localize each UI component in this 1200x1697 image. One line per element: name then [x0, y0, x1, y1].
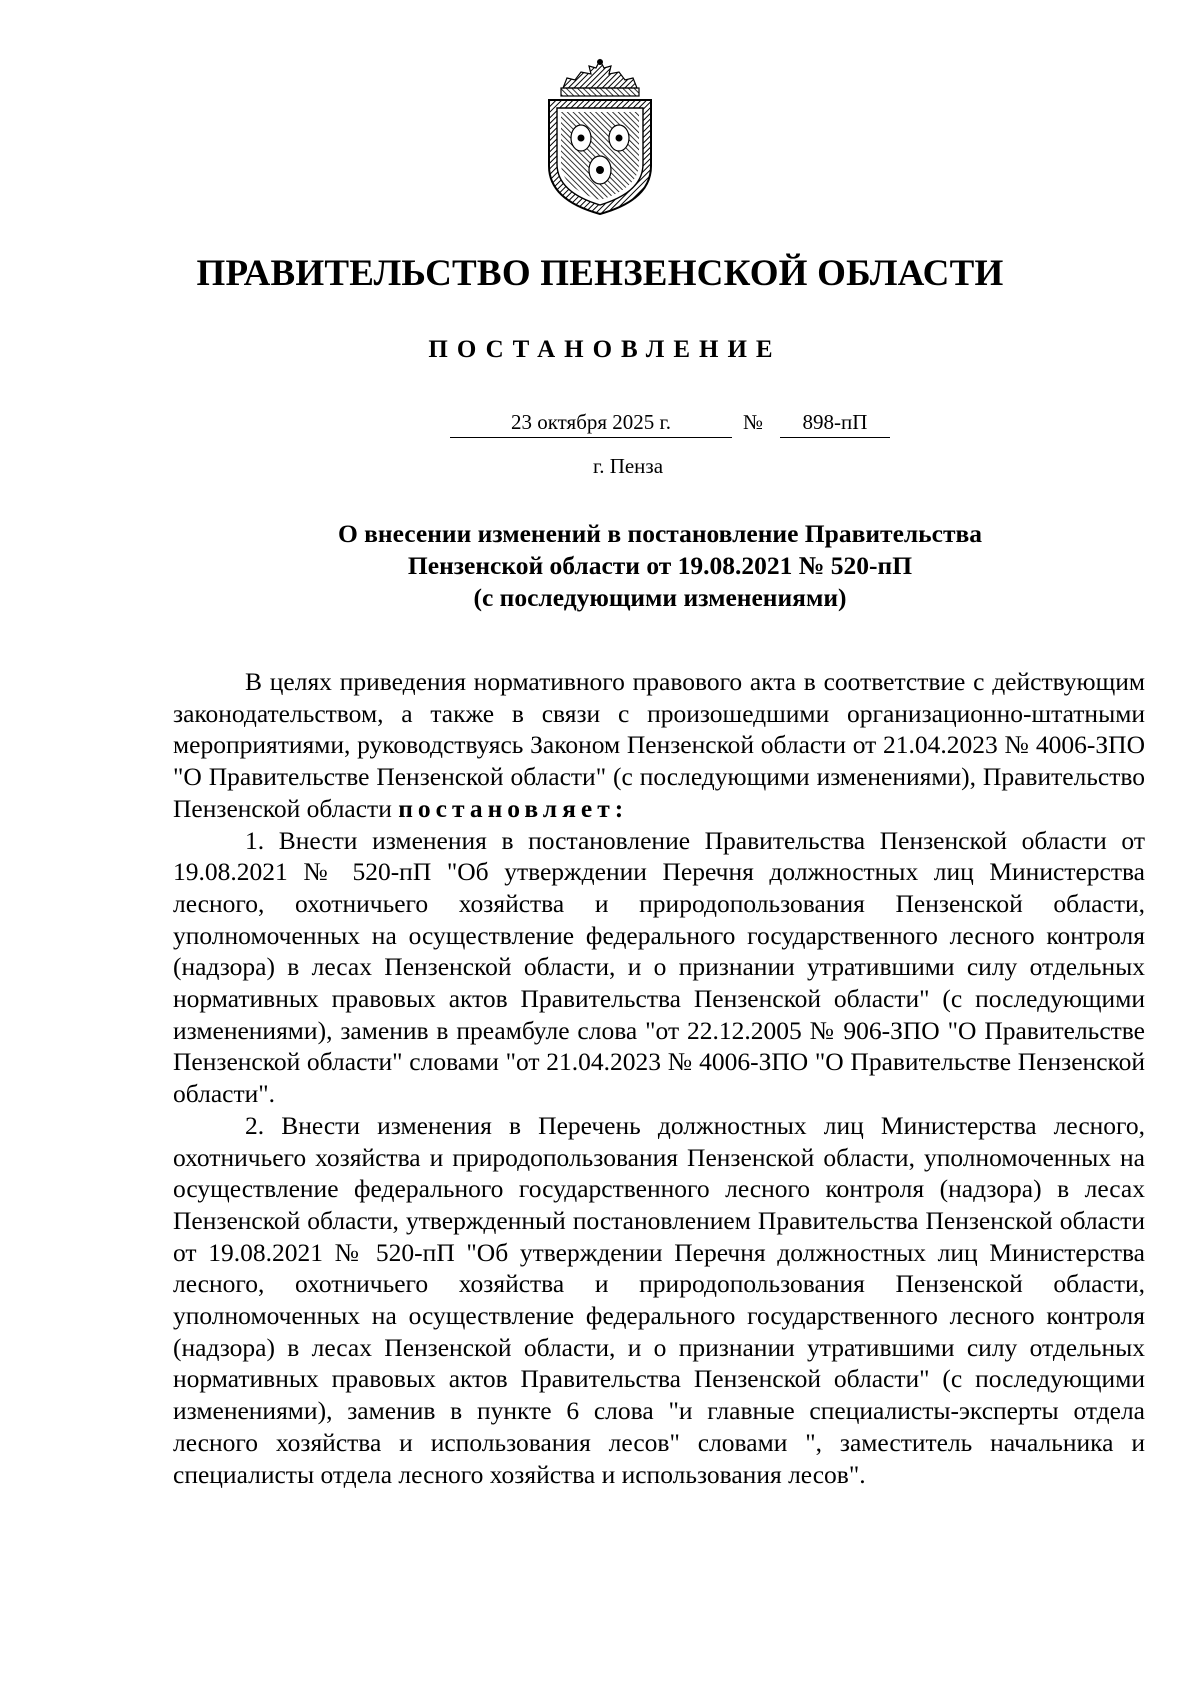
- subject-line: (с последующими изменениями): [473, 583, 847, 612]
- government-title: ПРАВИТЕЛЬСТВО ПЕНЗЕНСКОЙ ОБЛАСТИ: [196, 253, 1004, 294]
- document-number: 898-пП: [780, 410, 890, 438]
- item-1-paragraph: 1. Внести изменения в постановление Правительства Пензенской области от 19.08.2021 № 520-пП "Об утверждении Перечня должностных лиц Министерства лесного, охотничьего хозяйства и природопользования Пензенской области, уполномоченных на осуществление федерального государственного лесного контроля (надзора) в лесах Пензенской области, и о признании утратившими силу отдельных нормативных правовых актов Правительства Пензенской области" (с последующими изменениями), заменив в преамбуле слова "от 22.12.2005 № 906-ЗПО "О Правительстве Пензенской области" словами "от 21.04.2023 № 4006-ЗПО "О Правительстве Пензенской области".: [173, 825, 1145, 1109]
- number-sign: №: [743, 410, 764, 434]
- document-subject: [200, 518, 1120, 614]
- preamble-text: В целях приведения нормативного правового акта в соответствие с действующим законодательством, а также в связи с произошедшими организационно-штатными мероприятиями, руководствуясь Законом Пензенской области от 21.04.2023 № 4006-ЗПО "О Правительстве Пензенской области" (с последующими изменениями), Правительство Пензенской области: [173, 667, 1145, 823]
- document-type: ПОСТАНОВЛЕНИЕ: [428, 336, 782, 363]
- document-body: [173, 666, 1145, 1490]
- subject-line: О внесении изменений в постановление Правительства: [337, 519, 983, 548]
- document-date: 23 октября 2025 г.: [450, 410, 732, 438]
- coat-of-arms-icon: [541, 58, 659, 216]
- item-2-paragraph: 2. Внести изменения в Перечень должностных лиц Министерства лесного, охотничьего хозяйства и природопользования Пензенской области, уполномоченных на осуществление федерального государственного лесного контроля (надзора) в лесах Пензенской области, утвержденный постановлением Правительства Пензенской области от 19.08.2021 № 520-пП "Об утверждении Перечня должностных лиц Министерства лесного, охотничьего хозяйства и природопользования Пензенской области, уполномоченных на осуществление федерального государственного лесного контроля (надзора) в лесах Пензенской области, и о признании утратившими силу отдельных нормативных правовых актов Правительства Пензенской области" (с последующими изменениями), заменив в пункте 6 слова "и главные специалисты-эксперты отдела лесного хозяйства и использования лесов" словами ", заместитель начальника и специалисты отдела лесного хозяйства и использования лесов".: [173, 1110, 1145, 1489]
- resolves-word: постановляет:: [398, 793, 629, 823]
- document-city: г. Пенза: [592, 454, 664, 478]
- preamble-paragraph: [173, 666, 1145, 825]
- date-number-line: [450, 410, 890, 444]
- subject-line: Пензенской области от 19.08.2021 № 520-пП: [407, 551, 913, 580]
